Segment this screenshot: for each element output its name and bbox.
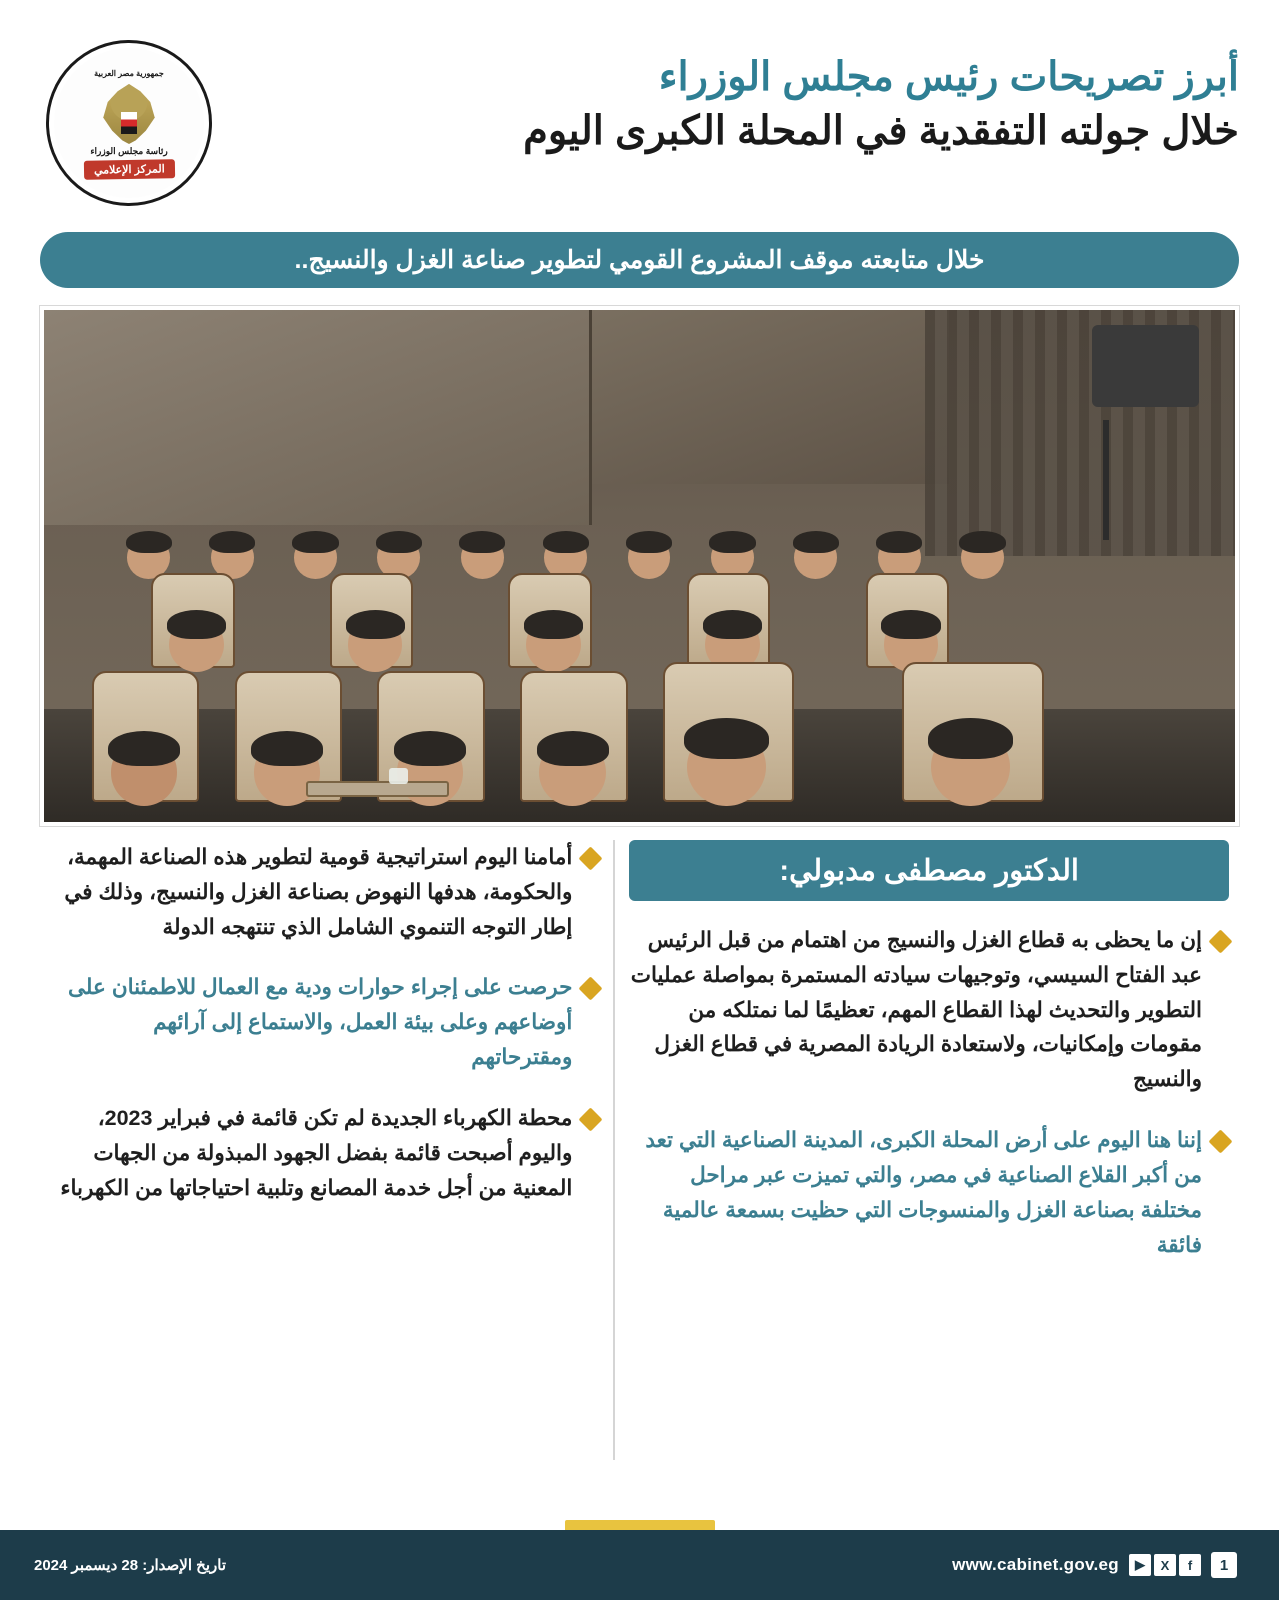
quotes-column-left <box>36 840 615 1460</box>
x-twitter-icon[interactable]: X <box>1154 1554 1176 1576</box>
diamond-bullet-icon <box>579 1107 603 1131</box>
social-links <box>1129 1554 1201 1576</box>
diamond-bullet-icon <box>579 846 603 870</box>
photo-prime-minister <box>687 728 766 802</box>
photo-water-bottle <box>389 768 408 784</box>
quote-item <box>50 1101 599 1205</box>
quote-text: أمامنا اليوم استراتيجية قومية لتطوير هذه الصناعة المهمة، والحكومة، هدفها النهوض بصناعة الغزل والنسيج، وذلك في إطار التوجه التنموي الشامل الذي تنتهجه الدولة <box>64 845 573 939</box>
quotes-section <box>36 840 1243 1460</box>
photo-audience-row-front <box>44 576 1235 801</box>
diamond-bullet-icon <box>1208 1130 1232 1154</box>
website-link[interactable]: www.cabinet.gov.eg <box>952 1555 1119 1574</box>
quote-item <box>629 1123 1229 1262</box>
quote-item <box>50 840 599 944</box>
page-header <box>0 0 1279 222</box>
logo-band-text: المركز الإعلامي <box>83 159 174 180</box>
footer-accent-bar <box>565 1520 715 1530</box>
quote-item <box>50 970 599 1074</box>
page-footer <box>0 1530 1279 1600</box>
quote-item <box>629 923 1229 1097</box>
logo-inner <box>54 48 204 198</box>
publish-date: تاريخ الإصدار: 28 ديسمبر 2024 <box>34 1557 227 1574</box>
event-photo <box>40 306 1239 826</box>
page-title <box>218 28 1239 156</box>
quote-text: إننا هنا اليوم على أرض المحلة الكبرى، المدينة الصناعية التي تعد من أكبر القلاع الصناعية في مصر، والتي تميزت عبر مراحل مختلفة بصناعة الغزل والمنسوجات التي حظيت بسمعة عالمية فائقة <box>645 1128 1202 1257</box>
logo-top-text: جمهورية مصر العربية <box>94 69 164 78</box>
footer-links <box>952 1552 1245 1578</box>
logo-mid-text: رئاسة مجلس الوزراء <box>90 146 168 156</box>
subtitle-banner: خلال متابعته موقف المشروع القومي لتطوير صناعة الغزل والنسيج.. <box>40 232 1239 288</box>
subbanner-container <box>0 222 1279 288</box>
photo-side-table <box>306 781 449 797</box>
diamond-bullet-icon <box>579 977 603 1001</box>
speaker-name-banner: الدكتور مصطفى مدبولي: <box>629 840 1229 901</box>
title-line-1: أبرز تصريحات رئيس مجلس الوزراء <box>658 55 1239 99</box>
facebook-icon[interactable]: f <box>1179 1554 1201 1576</box>
title-line-2: خلال جولته التفقدية في المحلة الكبرى اليوم <box>523 109 1239 153</box>
cabinet-logo <box>40 34 218 212</box>
youtube-icon[interactable]: ▶ <box>1129 1554 1151 1576</box>
diamond-bullet-icon <box>1208 929 1232 953</box>
eagle-of-saladin-icon <box>101 84 157 144</box>
quotes-column-right <box>615 840 1243 1460</box>
quote-text: محطة الكهرباء الجديدة لم تكن قائمة في فبراير 2023، واليوم أصبحت قائمة بفضل الجهود المبذولة من الجهات المعنية من أجل خدمة المصانع وتلبية احتياجاتها من الكهرباء <box>60 1105 573 1200</box>
quote-text: حرصت على إجراء حوارات ودية مع العمال للاطمئنان على أوضاعهم وعلى بيئة العمل، والاستماع إلى آرائهم ومقترحاتهم <box>67 975 573 1070</box>
quote-text: إن ما يحظى به قطاع الغزل والنسيج من اهتمام من قبل الرئيس عبد الفتاح السيسي، وتوجيهات سيادته المستمرة بمواصلة عمليات التطوير والتحديث لهذا القطاع المهم، تعظيمًا لما نمتلكه من مقومات وإمكانيات، ولاستعادة الريادة المصرية في قطاع الغزل والنسيج <box>630 928 1202 1092</box>
page-number: 1 <box>1211 1552 1237 1578</box>
photo-camera-rig <box>1092 325 1199 407</box>
